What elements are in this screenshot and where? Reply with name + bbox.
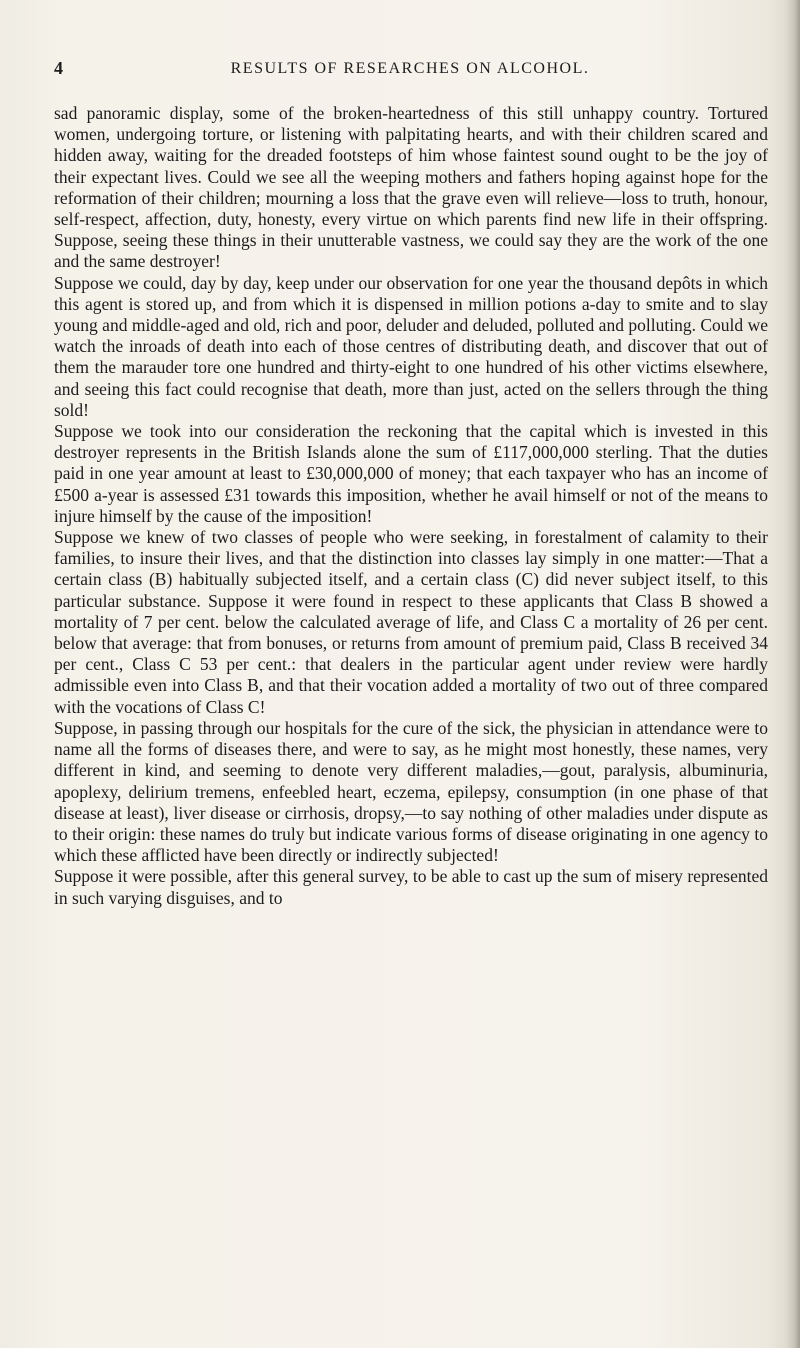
running-head: RESULTS OF RESEARCHES ON ALCOHOL. [230, 60, 590, 77]
paragraph: Suppose it were possible, after this general survey, to be able to cast up the sum of misery represented in such varying disguises, and to [54, 866, 768, 908]
paragraph: sad panoramic display, some of the broken-heartedness of this still unhappy country. Tortured women, undergoing torture, or listening with palpitating hearts, and with their children scared and hidden away, waiting for the dreaded footsteps of him whose faintest sound ought to be the joy of their expectant lives. Could we see all the weeping mothers and fathers hoping against hope for the reformation of their children; mourning a loss that the grave even will relieve—loss to truth, honour, self-respect, affection, duty, honesty, every virtue on which parents find new life in their offspring. Suppose, seeing these things in their unutterable vastness, we could say they are the work of the one and the same destroyer! [54, 103, 768, 272]
page-number: 4 [54, 58, 63, 78]
paragraph: Suppose we knew of two classes of people who were seeking, in forestalment of calamity to their families, to insure their lives, and that the distinction into classes lay simply in one matter:—That a certain class (B) habitually subjected itself, and a certain class (C) did never subject itself, to this particular substance. Suppose it were found in respect to these applicants that Class B showed a mortality of 7 per cent. below the calculated average of life, and Class C a mortality of 26 per cent. below that average: that from bonuses, or returns from amount of premium paid, Class B received 34 per cent., Class C 53 per cent.: that dealers in the particular agent under review were hardly admissible even into Class B, and that their vocation added a mortality of two out of three compared with the vocations of Class C! [54, 527, 768, 717]
body-text [54, 103, 768, 909]
page-edge-shadow [786, 0, 800, 1348]
paragraph: Suppose we took into our consideration the reckoning that the capital which is invested in this destroyer represents in the British Islands alone the sum of £117,000,000 sterling. That the duties paid in one year amount at least to £30,000,000 of money; that each taxpayer who has an income of £500 a-year is assessed £31 towards this imposition, whether he avail himself or not of the means to injure himself by the cause of the imposition! [54, 421, 768, 526]
paragraph: Suppose, in passing through our hospitals for the cure of the sick, the physician in attendance were to name all the forms of diseases there, and were to say, as he might most honestly, these names, very different in kind, and seeming to denote very different maladies,—gout, paralysis, albuminuria, apoplexy, delirium tremens, enfeebled heart, eczema, epilepsy, consumption (in one phase of that disease at least), liver disease or cirrhosis, dropsy,—to say nothing of other maladies under dispute as to their origin: these names do truly but indicate various forms of disease originating in one agency to which these afflicted have been directly or indirectly subjected! [54, 717, 768, 866]
page-header [54, 58, 766, 82]
paragraph: Suppose we could, day by day, keep under our observation for one year the thousand depôts in which this agent is stored up, and from which it is dispensed in million potions a-day to smite and to slay young and middle-aged and old, rich and poor, deluder and deluded, polluted and polluting. Could we watch the inroads of death into each of those centres of distributing death, and discover that out of them the marauder tore one hundred and thirty-eight to one hundred of his other victims elsewhere, and seeing this fact could recognise that death, more than just, acted on the sellers through the thing sold! [54, 272, 768, 420]
